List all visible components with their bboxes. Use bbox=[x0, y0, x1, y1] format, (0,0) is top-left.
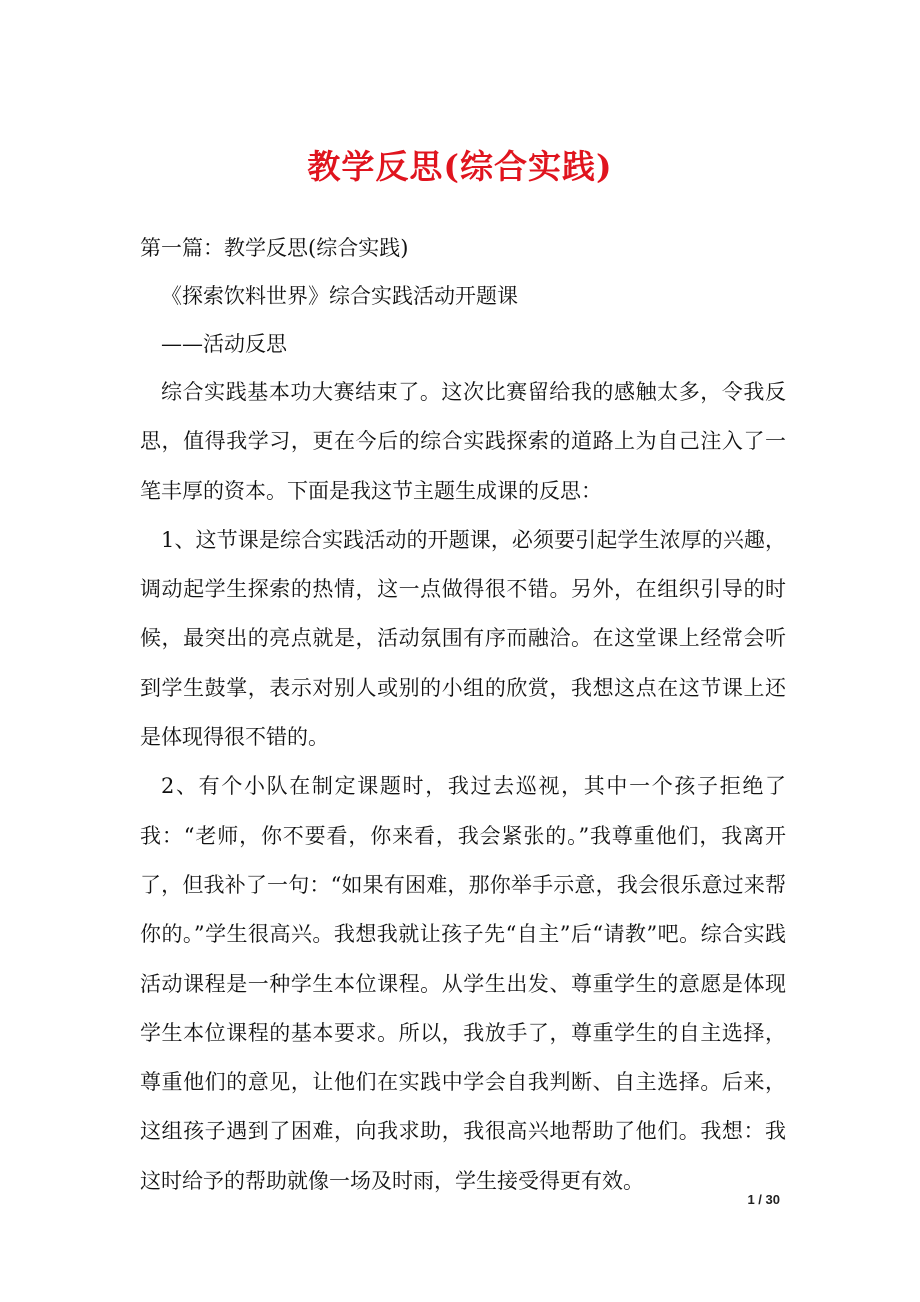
subtitle-tag: ——活动反思 bbox=[161, 332, 287, 356]
paragraph-intro: 综合实践基本功大赛结束了。这次比赛留给我的感触太多，令我反思，值得我学习，更在今后的综合实践探索的道路上为自己注入了一笔丰厚的资本。下面是我这节主题生成课的反思： bbox=[140, 380, 786, 503]
page-number: 1 / 30 bbox=[747, 1192, 780, 1207]
document-title: 教学反思(综合实践) bbox=[307, 147, 613, 186]
paragraph-point-2: 2、有个小队在制定课题时，我过去巡视，其中一个孩子拒绝了我：“老师，你不要看，你来看，我会紧张的。”我尊重他们，我离开了，但我补了一句：“如果有困难，那你举手示意，我会很乐意过来帮你的。”学生很高兴。我想我就让孩子先“自主”后“请教”吧。综合实践活动课程是一种学生本位课程。从学生出发、尊重学生的意愿是体现学生本位课程的基本要求。所以，我放手了，尊重学生的自主选择，尊重他们的意见，让他们在实践中学会自我判断、自主选择。后来，这组孩子遇到了困难，向我求助，我很高兴地帮助了他们。我想：我这时给予的帮助就像一场及时雨，学生接受得更有效。 bbox=[140, 774, 786, 1193]
paragraph-point-1: 1、这节课是综合实践活动的开题课，必须要引起学生浓厚的兴趣，调动起学生探索的热情，这一点做得很不错。另外，在组织引导的时候，最突出的亮点就是，活动氛围有序而融洽。在这堂课上经常会听到学生鼓掌，表示对别人或别的小组的欣赏，我想这点在这节课上还是体现得很不错的。 bbox=[140, 527, 786, 750]
document-body bbox=[140, 224, 786, 1206]
lesson-subtitle: 《探索饮料世界》综合实践活动开题课 bbox=[161, 284, 518, 308]
section-heading: 第一篇：教学反思(综合实践) bbox=[140, 236, 409, 260]
